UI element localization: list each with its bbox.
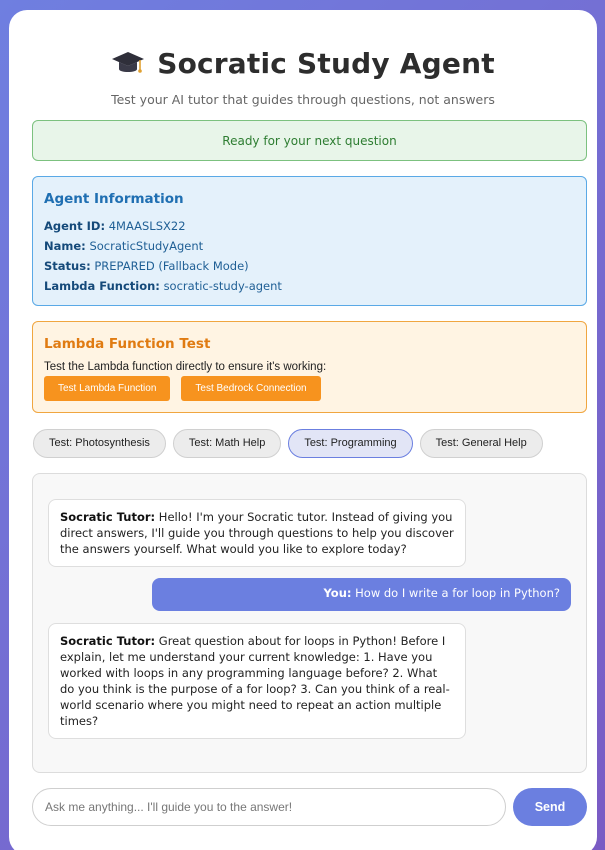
page-title: Socratic Study Agent (157, 46, 495, 80)
message-text: How do I write a for loop in Python? (355, 586, 560, 600)
message-sender: Socratic Tutor: (60, 510, 156, 524)
agent-name-value: SocraticStudyAgent (89, 239, 204, 253)
status-banner (32, 120, 587, 161)
agent-lambda-value: socratic-study-agent (163, 279, 282, 293)
agent-id-value: 4MAASLSX22 (108, 219, 186, 233)
message-text: Hello! I'm your Socratic tutor. Instead of giving you direct answers, I'll guide you through questions to help you discover the answers yourself. What would you like to explore today? (60, 510, 454, 556)
page-subtitle: Test your AI tutor that guides through questions, not answers (111, 92, 495, 107)
agent-info-panel (32, 176, 587, 306)
tutor-message (48, 623, 466, 739)
test-lambda-button[interactable]: Test Lambda Function (44, 376, 170, 401)
main-card (9, 10, 597, 850)
tutor-message (48, 499, 466, 567)
user-message (152, 578, 571, 611)
test-photosynthesis-button[interactable]: Test: Photosynthesis (33, 429, 166, 458)
lambda-test-buttons (44, 376, 575, 401)
test-general-help-button[interactable]: Test: General Help (420, 429, 543, 458)
lambda-test-panel (32, 321, 587, 413)
message-sender: You: (323, 586, 352, 600)
agent-lambda-label: Lambda Function: (44, 279, 160, 293)
test-bedrock-button[interactable]: Test Bedrock Connection (181, 376, 320, 401)
agent-status-label: Status: (44, 259, 91, 273)
status-text: Ready for your next question (222, 133, 397, 148)
agent-name-label: Name: (44, 239, 86, 253)
message-sender: Socratic Tutor: (60, 634, 156, 648)
agent-status-row (44, 256, 575, 276)
agent-info-title: Agent Information (44, 191, 184, 207)
lambda-test-title: Lambda Function Test (44, 336, 211, 352)
chat-input[interactable] (32, 788, 506, 826)
agent-status-value: PREPARED (Fallback Mode) (94, 259, 249, 273)
agent-id-label: Agent ID: (44, 219, 106, 233)
send-button[interactable]: Send (513, 788, 587, 826)
test-math-help-button[interactable]: Test: Math Help (173, 429, 281, 458)
graduation-cap-icon (111, 46, 145, 80)
quick-test-buttons (33, 429, 543, 458)
agent-id-row (44, 216, 575, 236)
message-text: Great question about for loops in Python! Before I explain, let me understand your current knowledge: 1. Have you worked with loops in any programming language before? 2. What do you think is the purpose of a for loop? 3. Can you think of a real-world scenario where you might need to repeat an action multiple times? (60, 634, 450, 728)
agent-lambda-row (44, 276, 575, 296)
test-programming-button[interactable]: Test: Programming (288, 429, 412, 458)
agent-name-row (44, 236, 575, 256)
chat-window[interactable] (32, 473, 587, 773)
lambda-test-description: Test the Lambda function directly to ensure it's working: (44, 361, 327, 373)
header (9, 46, 597, 80)
